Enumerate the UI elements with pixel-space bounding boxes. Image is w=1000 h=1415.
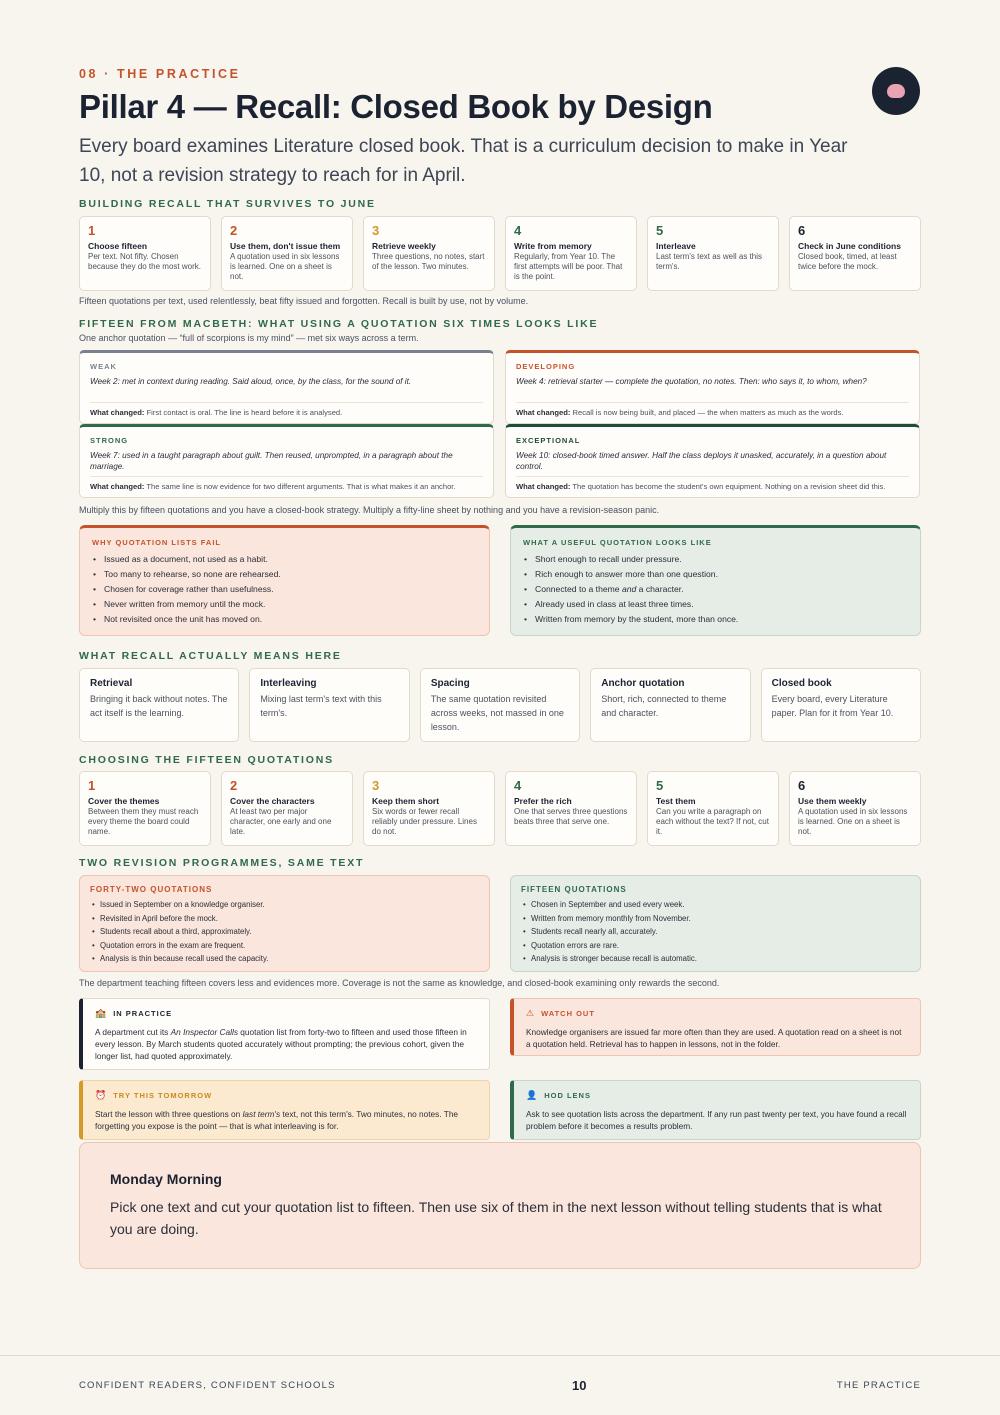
level-tag: EXCEPTIONAL — [516, 436, 581, 445]
term-card — [590, 668, 750, 742]
list-item: • Students recall about a third, approximately. — [100, 925, 479, 939]
callout-body: Knowledge organisers are issued far more often than they are used. A quotation read on a sheet is not a quotation held. Retrieval has to happen in lessons, not in the folder. — [526, 1027, 902, 1049]
callout-emphasis: last term's — [242, 1109, 281, 1119]
step-title: Interleave — [656, 241, 696, 251]
what-changed-text: First contact is oral. The line is heard before it is analysed. — [146, 408, 343, 417]
watch-out-callout — [510, 998, 921, 1056]
choosing-steps — [79, 771, 921, 846]
level-card-exceptional — [505, 424, 920, 498]
step-card — [789, 216, 921, 291]
step-card — [505, 216, 637, 291]
monday-body: Pick one text and cut your quotation list to fifteen. Then use six of them in the next lesson without telling students that is what you are doing. — [110, 1199, 882, 1237]
callout-text: quotation list from forty-two to fifteen and used those fifteen in every lesson. By March students quoted accurately without prompting; the previous cohort, given the longer list, had quoted approximately. — [95, 1027, 467, 1061]
person-icon: 👤 — [526, 1090, 539, 1100]
list-item: • Rich enough to answer more than one question. — [533, 567, 908, 582]
what-changed-label: What changed: — [516, 482, 571, 491]
fail-list — [92, 552, 477, 627]
footer-right: THE PRACTICE — [836, 1380, 921, 1391]
programme-tag: FIFTEEN QUOTATIONS — [521, 885, 627, 894]
list-item: • Not revisited once the unit has moved on. — [102, 612, 477, 627]
step-body: Per text. Not fifty. Chosen because they do the most work. — [88, 252, 201, 271]
step-number: 4 — [514, 223, 522, 238]
step-body: Regularly, from Year 10. The first attempts will be poor. That is the point. — [514, 252, 623, 281]
box-tag: WHAT A USEFUL QUOTATION LOOKS LIKE — [523, 538, 712, 547]
list-item: • Issued as a document, not used as a habit. — [102, 552, 477, 567]
term-title: Closed book — [771, 678, 832, 689]
term-card — [79, 668, 239, 742]
box-tag: WHY QUOTATION LISTS FAIL — [92, 538, 221, 547]
what-changed — [516, 402, 909, 417]
term-card — [249, 668, 409, 742]
what-changed-label: What changed: — [90, 482, 145, 491]
step-title: Check in June conditions — [798, 241, 901, 251]
step-card — [363, 771, 495, 846]
callout-text: Start the lesson with three questions on — [95, 1109, 243, 1119]
callout-text: A department cut its — [95, 1027, 171, 1037]
step-title: Cover the themes — [88, 796, 160, 806]
list-item: • Written from memory by the student, more than once. — [533, 612, 908, 627]
brain-icon — [872, 67, 920, 115]
callout-body — [95, 1109, 477, 1133]
term-card — [420, 668, 580, 742]
programmes-note: The department teaching fifteen covers less and evidences more. Coverage is not the same as knowledge, and closed-book examining only rewards the second. — [79, 978, 720, 988]
term-card — [761, 668, 921, 742]
useful-list — [523, 552, 908, 627]
warning-icon: ⚠ — [526, 1008, 536, 1018]
step-body: At least two per major character, one early and one late. — [230, 807, 332, 836]
lede: Every board examines Literature closed book. That is a curriculum decision to make in Year 10, not a revision strategy to reach for in April. — [79, 136, 848, 186]
step-card — [221, 771, 353, 846]
level-card-developing — [505, 350, 920, 424]
term-title: Interleaving — [260, 678, 317, 689]
callout-tag: HOD LENS — [544, 1091, 591, 1100]
step-card — [647, 771, 779, 846]
step-title: Cover the characters — [230, 796, 315, 806]
step-number: 5 — [656, 223, 664, 238]
what-changed-label: What changed: — [90, 408, 145, 417]
section-heading-means: WHAT RECALL ACTUALLY MEANS HERE — [79, 650, 342, 662]
hod-lens-callout — [510, 1080, 921, 1140]
step-title: Use them, don't issue them — [230, 241, 341, 251]
term-body: Short, rich, connected to theme and character. — [601, 694, 727, 718]
term-body: Bringing it back without notes. The act itself is the learning. — [90, 694, 228, 718]
step-card — [79, 771, 211, 846]
level-text: Week 4: retrieval starter — complete the quotation, no notes. Then: who says it, to whom, when? — [516, 377, 867, 386]
programme-forty-two — [79, 875, 490, 972]
callout-emphasis: An Inspector Calls — [170, 1027, 238, 1037]
step-number: 3 — [372, 223, 380, 238]
building-steps — [79, 216, 921, 291]
step-card — [505, 771, 637, 846]
what-changed-label: What changed: — [516, 408, 571, 417]
callout-tag: TRY THIS TOMORROW — [113, 1091, 213, 1100]
footer — [0, 1355, 1000, 1415]
recall-terms — [79, 668, 921, 742]
section-heading-choosing: CHOOSING THE FIFTEEN QUOTATIONS — [79, 754, 334, 766]
level-text: Week 7: used in a taught paragraph about guilt. Then reused, unprompted, in a paragraph about the marriage. — [90, 451, 453, 471]
step-title: Write from memory — [514, 241, 592, 251]
page-title: Pillar 4 — Recall: Closed Book by Design — [79, 88, 713, 125]
step-title: Test them — [656, 796, 696, 806]
level-card-weak — [79, 350, 494, 424]
callout-tag: WATCH OUT — [541, 1009, 595, 1018]
callout-body — [95, 1027, 477, 1062]
why-lists-fail-box — [79, 525, 490, 636]
step-number: 5 — [656, 778, 664, 793]
list-item: • Quotation errors are rare. — [531, 939, 910, 953]
list-item: • Revisited in April before the mock. — [100, 912, 479, 926]
term-title: Anchor quotation — [601, 678, 685, 689]
what-changed-text: The same line is now evidence for two different arguments. That is what makes it an anchor. — [146, 482, 456, 491]
what-changed — [516, 476, 909, 491]
footer-left: CONFIDENT READERS, CONFIDENT SCHOOLS — [79, 1380, 336, 1391]
step-number: 4 — [514, 778, 522, 793]
step-body: A quotation used in six lessons is learned. One on a sheet is not. — [798, 807, 908, 836]
step-number: 3 — [372, 778, 380, 793]
step-card — [647, 216, 779, 291]
page-number: 10 — [572, 1378, 587, 1393]
step-body: Six words or fewer recall reliably under pressure. Lines do not. — [372, 807, 477, 836]
callout-text: text, not this term's. Two minutes, no notes. The forgetting you expose is the point — that is what interleaving is for. — [95, 1109, 459, 1131]
list-item: • Analysis is stronger because recall is automatic. — [531, 952, 910, 966]
section-heading-building: BUILDING RECALL THAT SURVIVES TO JUNE — [79, 198, 376, 210]
step-card — [789, 771, 921, 846]
list-item: • Chosen in September and used every week. — [531, 898, 910, 912]
list-item: • Chosen for coverage rather than usefulness. — [102, 582, 477, 597]
macbeth-intro: One anchor quotation — “full of scorpions is my mind” — met six ways across a term. — [79, 333, 419, 343]
step-body: A quotation used in six lessons is learned. One on a sheet is not. — [230, 252, 340, 281]
term-body: The same quotation revisited across weeks, not massed in one lesson. — [430, 694, 564, 732]
monday-morning-box — [79, 1142, 921, 1269]
step-number: 1 — [88, 778, 96, 793]
step-body: One that serves three questions beats three that serve one. — [514, 807, 628, 826]
step-card — [363, 216, 495, 291]
step-number: 6 — [798, 778, 806, 793]
school-icon: 🏫 — [95, 1008, 108, 1018]
step-body: Closed book, timed, at least twice before the mock. — [798, 252, 897, 271]
section-heading-programmes: TWO REVISION PROGRAMMES, SAME TEXT — [79, 857, 365, 869]
level-text: Week 2: met in context during reading. Said aloud, once, by the class, for the sound of it. — [90, 377, 412, 386]
step-number: 2 — [230, 223, 238, 238]
callout-body: Ask to see quotation lists across the department. If any run past twenty per text, you have found a recall problem before it becomes a results problem. — [526, 1109, 907, 1131]
list-item: • Quotation errors in the exam are frequent. — [100, 939, 479, 953]
eyebrow: 08 · THE PRACTICE — [79, 67, 241, 81]
in-practice-callout — [79, 998, 490, 1070]
term-title: Spacing — [430, 678, 470, 689]
step-number: 6 — [798, 223, 806, 238]
monday-title: Monday Morning — [110, 1171, 222, 1187]
what-changed — [90, 402, 483, 417]
macbeth-note: Multiply this by fifteen quotations and you have a closed-book strategy. Multiply a fifty-line sheet by nothing and you have a revision-season panic. — [79, 505, 660, 515]
step-card — [221, 216, 353, 291]
programme-list — [90, 898, 479, 966]
list-item: • Students recall nearly all, accurately. — [531, 925, 910, 939]
step-title: Use them weekly — [798, 796, 867, 806]
step-title: Keep them short — [372, 796, 440, 806]
step-body: Between them they must reach every theme the board could name. — [88, 807, 199, 836]
what-changed-text: The quotation has become the student's own equipment. Nothing on a revision sheet did this. — [572, 482, 886, 491]
step-title: Prefer the rich — [514, 796, 572, 806]
section-heading-macbeth: FIFTEEN FROM MACBETH: WHAT USING A QUOTATION SIX TIMES LOOKS LIKE — [79, 318, 599, 330]
step-number: 1 — [88, 223, 96, 238]
building-note: Fifteen quotations per text, used relentlessly, beat fifty issued and forgotten. Recall is built by use, not by volume. — [79, 296, 529, 306]
try-tomorrow-callout — [79, 1080, 490, 1140]
term-body: Mixing last term's text with this term's. — [260, 694, 382, 718]
what-changed-text: Recall is now being built, and placed — the when matters as much as the words. — [572, 408, 844, 417]
step-title: Choose fifteen — [88, 241, 148, 251]
list-item: • Already used in class at least three times. — [533, 597, 908, 612]
level-text: Week 10: closed-book timed answer. Half the class deploys it unasked, accurately, in a question about control. — [516, 451, 887, 471]
programme-list — [521, 898, 910, 966]
useful-quotation-box — [510, 525, 921, 636]
step-body: Can you write a paragraph on each without the text? If not, cut it. — [656, 807, 769, 836]
list-item: • Too many to rehearse, so none are rehearsed. — [102, 567, 477, 582]
alarm-clock-icon: ⏰ — [95, 1090, 108, 1100]
list-item: • Analysis is thin because recall used the capacity. — [100, 952, 479, 966]
step-card — [79, 216, 211, 291]
term-title: Retrieval — [90, 678, 133, 689]
list-item: • Connected to a theme and a character. — [533, 582, 908, 597]
list-item: • Issued in September on a knowledge organiser. — [100, 898, 479, 912]
list-item: • Short enough to recall under pressure. — [533, 552, 908, 567]
programme-fifteen — [510, 875, 921, 972]
callout-tag: IN PRACTICE — [113, 1009, 173, 1018]
level-card-strong — [79, 424, 494, 498]
programme-tag: FORTY-TWO QUOTATIONS — [90, 885, 213, 894]
what-changed — [90, 476, 483, 491]
step-body: Three questions, no notes, start of the lesson. Two minutes. — [372, 252, 485, 271]
level-tag: DEVELOPING — [516, 362, 576, 371]
step-number: 2 — [230, 778, 238, 793]
step-body: Last term's text as well as this term's. — [656, 252, 763, 271]
level-tag: WEAK — [90, 362, 117, 371]
list-item: • Never written from memory until the mock. — [102, 597, 477, 612]
term-body: Every board, every Literature paper. Plan for it from Year 10. — [771, 694, 894, 718]
list-item: • Written from memory monthly from November. — [531, 912, 910, 926]
step-title: Retrieve weekly — [372, 241, 436, 251]
level-tag: STRONG — [90, 436, 129, 445]
